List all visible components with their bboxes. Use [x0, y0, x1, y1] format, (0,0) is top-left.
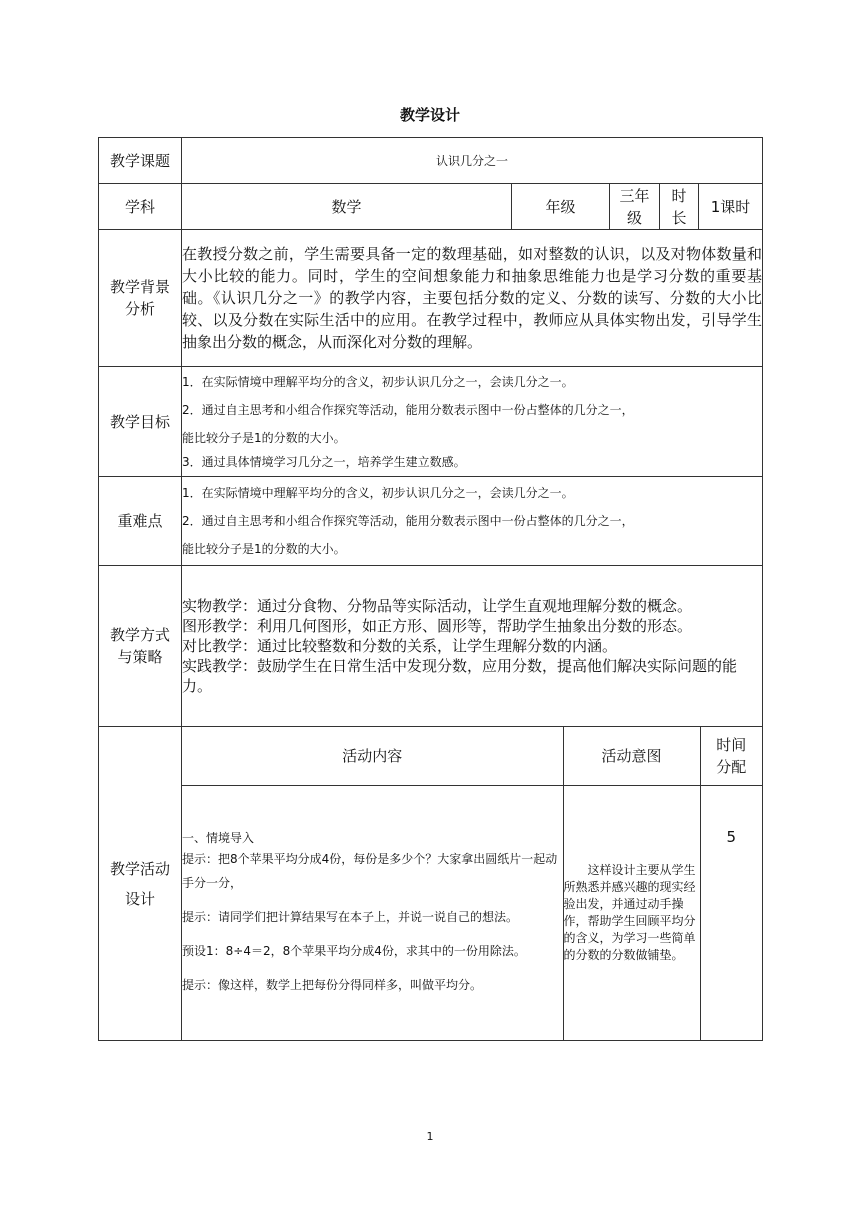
strategy-item: 图形教学：利用几何图形，如正方形、圆形等，帮助学生抽象出分数的形态。 [182, 617, 693, 635]
row-background [99, 230, 763, 367]
goals-label: 教学目标 [99, 367, 182, 477]
strategy-item: 实践教学：鼓励学生在日常生活中发现分数，应用分数，提高他们解决实际问题的能力。 [182, 657, 738, 695]
activity-intent-text: 这样设计主要从学生所熟悉并感兴趣的现实经验出发，并通过动手操作，帮助学生回顾平均分的含义，为学习一些简单的分数的分数做铺垫。 [563, 862, 696, 962]
subject-label: 学科 [99, 184, 182, 230]
activity-row [182, 785, 762, 1040]
page-number: 1 [426, 1130, 434, 1143]
activity-line: 提示：像这样，数学上把每份分得同样多，叫做平均分。 [182, 977, 483, 992]
key-points-list [182, 477, 763, 566]
key-point-item: 能比较分子是1的分数的大小。 [182, 542, 346, 556]
activity-label: 教学活动设计 [99, 727, 182, 1041]
activity-table [182, 727, 762, 1040]
activity-time-header: 时间分配 [700, 727, 762, 785]
activity-intent [563, 785, 700, 1040]
activity-content-header: 活动内容 [182, 727, 563, 785]
activity-time: 5 [700, 785, 762, 1040]
topic-label: 教学课题 [99, 138, 182, 184]
activity-line: 一、情境导入 [182, 830, 255, 845]
goal-item: 能比较分子是1的分数的大小。 [182, 430, 346, 445]
goal-item: 2．通过自主思考和小组合作探究等活动，能用分数表示图中一份占整体的几分之一， [182, 402, 634, 417]
subject-value: 数学 [182, 184, 512, 230]
key-point-item: 1．在实际情境中理解平均分的含义，初步认识几分之一，会读几分之一。 [182, 486, 574, 500]
row-key-points [99, 477, 763, 566]
topic-value: 认识几分之一 [182, 138, 763, 184]
strategy-item: 实物教学：通过分食物、分物品等实际活动，让学生直观地理解分数的概念。 [182, 597, 693, 615]
lesson-plan-table [98, 137, 763, 1041]
duration-value: 1课时 [699, 184, 763, 230]
grade-value: 三年级 [610, 184, 660, 230]
row-topic [99, 138, 763, 184]
key-points-label: 重难点 [99, 477, 182, 566]
goal-item: 3．通过具体情境学习几分之一，培养学生建立数感。 [182, 454, 466, 469]
background-label: 教学背景分析 [99, 230, 182, 367]
activity-header-row [182, 727, 762, 785]
row-goals [99, 367, 763, 477]
activity-cell [182, 727, 763, 1041]
goal-item: 1．在实际情境中理解平均分的含义，初步认识几分之一，会读几分之一。 [182, 374, 574, 389]
document-title: 教学设计 [399, 106, 460, 124]
row-strategy [99, 566, 763, 727]
duration-label: 时长 [660, 184, 699, 230]
background-text: 在教授分数之前，学生需要具备一定的数理基础，如对整数的认识，以及对物体数量和大小比较的能力。同时，学生的空间想象能力和抽象思维能力也是学习分数的重要基础。《认识几分之一》的教学内容，主要包括分数的定义、分数的读写、分数的大小比较、以及分数在实际生活中的应用。在教学过程中，教师应从具体实物出发，引导学生抽象出分数的概念，从而深化对分数的理解。 [182, 230, 763, 367]
activity-content [182, 785, 563, 1040]
row-subject [99, 184, 763, 230]
activity-intent-header: 活动意图 [563, 727, 700, 785]
strategy-label: 教学方式与策略 [99, 566, 182, 727]
strategy-list [182, 566, 763, 727]
activity-line: 预设1：8÷4＝2，8个苹果平均分成4份，求其中的一份用除法。 [182, 943, 526, 958]
activity-line: 提示：把8个苹果平均分成4份，每份是多少个？大家拿出圆纸片一起动手分一分， [182, 851, 558, 890]
key-point-item: 2．通过自主思考和小组合作探究等活动，能用分数表示图中一份占整体的几分之一， [182, 514, 634, 528]
row-activity [99, 727, 763, 1041]
strategy-item: 对比教学：通过比较整数和分数的关系，让学生理解分数的内涵。 [182, 637, 618, 655]
activity-line: 提示：请同学们把计算结果写在本子上，并说一说自己的想法。 [182, 909, 519, 924]
goals-list [182, 367, 763, 477]
grade-label: 年级 [512, 184, 610, 230]
